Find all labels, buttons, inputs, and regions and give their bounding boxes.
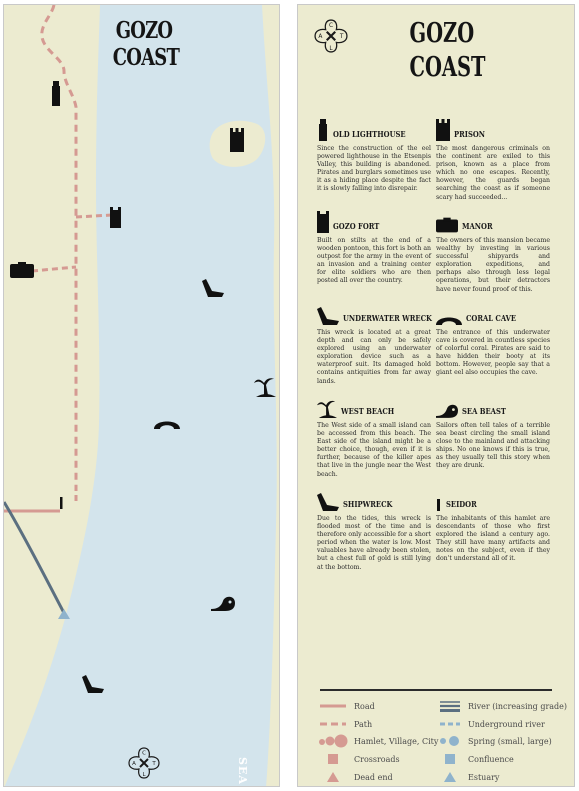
entry-name: CORAL CAVE: [466, 313, 517, 323]
entry-description: Sailors often tell tales of a terrible sea beast circling the small island close to the mainland and attacking ships. No one knows if this is true, as they usually tell this story when they are drunk.: [436, 422, 550, 470]
legend-panel: [297, 4, 575, 787]
key-dead-end: [318, 770, 393, 784]
key-confluence: [438, 752, 514, 766]
key-underground-river: [438, 717, 545, 731]
entry-name: SEA BEAST: [462, 406, 506, 416]
map-title-line-1: GOZO: [115, 17, 173, 44]
entry-description: The entrance of this underwater cave is covered in countless species of colorful coral. Pirates are said to have hidden their booty at its bottom. However, people say that a giant eel also occupies the cave.: [436, 329, 550, 377]
legend-title-line-1: GOZO: [409, 18, 475, 49]
entry-name: WEST BEACH: [341, 406, 395, 416]
compass-letter-l: L: [142, 772, 146, 778]
key-river: [438, 699, 567, 713]
path-symbol: [318, 719, 348, 729]
legend-entry-prison: [436, 117, 550, 202]
beast-icon: [436, 403, 458, 418]
compass-icon: [128, 747, 160, 779]
lighthouse-icon: [52, 81, 60, 106]
key-label: Path: [354, 719, 373, 729]
legend-entry-seidor: [436, 487, 550, 564]
legend-entry-underwater-wreck: [317, 301, 431, 386]
hamlet-icon: [60, 497, 63, 509]
legend-entry-old-lighthouse: [317, 117, 431, 194]
entry-description: The most dangerous criminals on the continent are exiled to this prison, known as a place from which no one escapes. Recently, however, the guards began searching the coast as if someone scary had succeeded...: [436, 145, 550, 201]
entry-name: MANOR: [462, 221, 493, 231]
key-label: River (increasing grade): [468, 701, 568, 711]
entry-name: OLD LIGHTHOUSE: [333, 129, 406, 139]
wreck-icon: [317, 307, 339, 325]
entry-description: Built on stilts at the end of a wooden pontoon, this fort is both an outpost for the army in the event of an invasion and a training center for elite soldiers who are then posted all over the country.: [317, 237, 431, 285]
river-symbol: [438, 699, 462, 713]
compass-icon: [314, 19, 348, 53]
legend-title: [409, 17, 486, 85]
cave-icon: [436, 313, 462, 325]
entry-name: SHIPWRECK: [343, 499, 393, 509]
legend-entry-sea-beast: [436, 394, 550, 471]
map-panel: [3, 4, 280, 787]
legend-title-line-2: COAST: [409, 52, 486, 83]
legend-entry-west-beach: [317, 394, 431, 479]
shipwreck-icon: [317, 493, 339, 511]
key-estuary: [438, 770, 499, 784]
map-title: [112, 17, 180, 71]
legend-entry-manor: [436, 209, 550, 294]
entry-description: Due to the tides, this wreck is flooded most of the time and is therefore only accessible for a short period when the water is low. Most valuables have already been stolen, but a chest full of gold is still lying at the bottom.: [317, 515, 431, 571]
legend-entry-gozo-fort: [317, 209, 431, 286]
sea-label: SEA: [236, 757, 249, 785]
map-canvas: [4, 5, 280, 787]
key-hamlet-village-city: [318, 734, 438, 748]
manor-icon: [436, 217, 458, 233]
legend-divider: [320, 689, 552, 691]
key-label: Road: [354, 701, 375, 711]
entry-name: GOZO FORT: [333, 221, 380, 231]
key-label: Crossroads: [354, 754, 400, 764]
compass-letter-t: T: [152, 761, 156, 767]
entry-description: This wreck is located at a great depth and can only be safely explored using an underwater exploration device such as a waterproof suit. Its damaged hold contains antiquities from far away lands.: [317, 329, 431, 385]
fort-icon: [317, 211, 329, 233]
estuary-symbol: [438, 771, 462, 783]
key-label: Hamlet, Village, City: [354, 736, 439, 746]
crossroads-symbol: [318, 753, 348, 765]
settlement-symbol: [318, 734, 348, 748]
legend-entry-coral-cave: [436, 301, 550, 378]
key-spring: [438, 734, 552, 748]
entry-name: PRISON: [454, 129, 485, 139]
manor-icon: [10, 262, 34, 278]
legend-compass: [314, 19, 348, 57]
key-label: Dead end: [354, 772, 393, 782]
entry-name: UNDERWATER WRECK: [343, 313, 432, 323]
key-label: Estuary: [468, 772, 500, 782]
entry-description: The owners of this mansion became wealthy by investing in various successful shipyards and exploration expeditions, and perhaps also through less legal operations, but their detractors have never found proof of this.: [436, 237, 550, 293]
dead-end-symbol: [318, 771, 348, 783]
key-path: [318, 717, 372, 731]
key-crossroads: [318, 752, 400, 766]
compass-letter-l: L: [329, 45, 333, 52]
key-label: Underground river: [468, 719, 545, 729]
prison-icon: [230, 128, 244, 152]
entry-name: SEIDOR: [446, 499, 477, 509]
entry-description: The West side of a small island can be accessed from this beach. The East side of the island might be a better choice, though, even if it is further, because of the killer apes that live in the jungle near the West beach.: [317, 422, 431, 478]
palm-icon: [317, 398, 337, 418]
fort-icon: [110, 207, 121, 228]
entry-description: The inhabitants of this hamlet are descendants of those who first explored the island a century ago. They still have many artifacts and notes on the subject, even if they don't understand all of it.: [436, 515, 550, 563]
key-label: Spring (small, large): [468, 736, 552, 746]
compass-letter-t: T: [339, 34, 344, 41]
key-road: [318, 699, 375, 713]
road-symbol: [318, 701, 348, 711]
compass-letter-a: A: [132, 761, 136, 767]
entry-description: Since the construction of the eel powered lighthouse in the Etsenpis Valley, this building is abandoned. Pirates and burglars sometimes use it as a hiding place despite the fact it is slowly falling into disrepair.: [317, 145, 431, 193]
compass-letter-c: C: [328, 22, 334, 29]
map-title-line-2: COAST: [112, 44, 180, 71]
compass-letter-c: C: [142, 750, 146, 757]
prison-icon: [436, 119, 450, 141]
confluence-symbol: [438, 753, 462, 765]
hamlet-icon: [436, 499, 442, 511]
lighthouse-icon: [317, 119, 329, 141]
legend-entry-shipwreck: [317, 487, 431, 572]
underground-river-symbol: [438, 719, 462, 729]
compass-letter-a: A: [318, 34, 323, 41]
key-label: Confluence: [468, 754, 514, 764]
spring-symbol: [438, 734, 462, 748]
